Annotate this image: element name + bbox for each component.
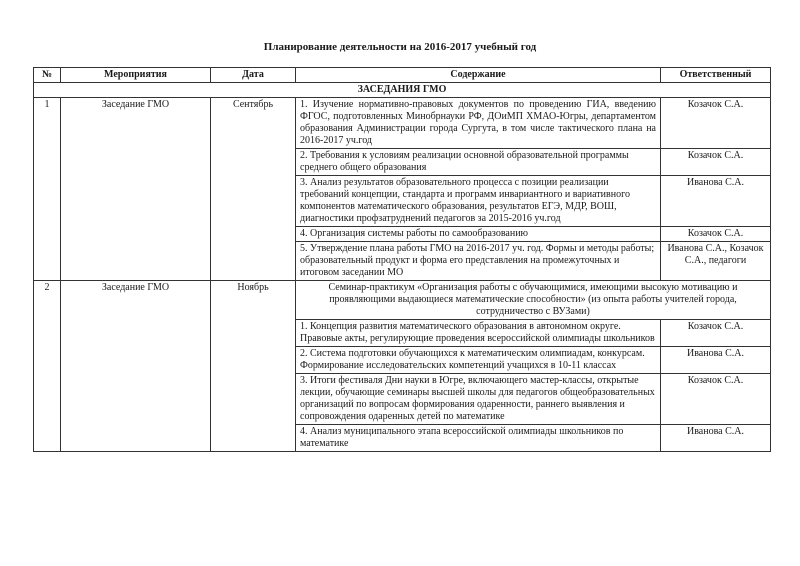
item-responsible: Иванова С.А., Козачок С.А., педагоги <box>661 242 771 281</box>
meeting-num: 1 <box>34 98 61 281</box>
meeting-event: Заседание ГМО <box>61 98 211 281</box>
plan-table <box>33 67 771 452</box>
item-responsible: Козачок С.А. <box>661 98 771 149</box>
section-row <box>34 83 771 98</box>
meeting-date: Ноябрь <box>211 281 296 452</box>
item-content: 4. Анализ муниципального этапа всероссийской олимпиады школьников по математике <box>296 425 661 452</box>
section-title: ЗАСЕДАНИЯ ГМО <box>34 83 771 98</box>
item-responsible: Иванова С.А. <box>661 425 771 452</box>
header-num: № <box>34 68 61 83</box>
header-responsible: Ответственный <box>661 68 771 83</box>
item-responsible: Козачок С.А. <box>661 320 771 347</box>
item-content: 1. Изучение нормативно-правовых документов по проведению ГИА, введению ФГОС, подготовленных Минобрнауки РФ, ДОиМП ХМАО-Югры, департаментом образования Администрации города Сургута, в том числе тактического плана на 2016-2017 уч.год <box>296 98 661 149</box>
table-row <box>34 281 771 320</box>
item-content: 4. Организация системы работы по самообразованию <box>296 227 661 242</box>
item-content: 3. Анализ результатов образовательного процесса с позиции реализации требований концепции, стандарта и программ инвариантного и вариативного компонентов математического образования, результатов ЕГЭ, МДР, ВОШ, диагностики профзатруднений педагогов за 2015-2016 уч.год <box>296 176 661 227</box>
meeting-event: Заседание ГМО <box>61 281 211 452</box>
item-content: 1. Концепция развития математического образования в автономном округе. Правовые акты, регулирующие проведения всероссийской олимпиады школьников <box>296 320 661 347</box>
item-responsible: Иванова С.А. <box>661 176 771 227</box>
item-responsible: Иванова С.А. <box>661 347 771 374</box>
item-content: 2. Требования к условиям реализации основной образовательной программы среднего общего образования <box>296 149 661 176</box>
meeting-num: 2 <box>34 281 61 452</box>
item-content: 5. Утверждение плана работы ГМО на 2016-2017 уч. год. Формы и методы работы; образовательный продукт и форма его представления на промежуточных и итоговом заседании МО <box>296 242 661 281</box>
item-content: 3. Итоги фестиваля Дни науки в Югре, включающего мастер-классы, открытые лекции, обучающие семинары высшей школы для педагогов общеобразовательных организаций по вопросам формирования одаренности, раннего выявления и сопровождения одаренных детей по математике <box>296 374 661 425</box>
header-event: Мероприятия <box>61 68 211 83</box>
table-row <box>34 98 771 149</box>
item-responsible: Козачок С.А. <box>661 149 771 176</box>
document-title: Планирование деятельности на 2016-2017 учебный год <box>263 41 537 53</box>
header-row <box>34 68 771 83</box>
item-responsible: Козачок С.А. <box>661 374 771 425</box>
header-date: Дата <box>211 68 296 83</box>
header-content: Содержание <box>296 68 661 83</box>
seminar-title: Семинар-практикум «Организация работы с обучающимися, имеющими высокую мотивацию и проявляющими выдающиеся математические способности» (из опыта работы учителей города, сотрудничество с ВУЗами) <box>296 281 771 320</box>
meeting-date: Сентябрь <box>211 98 296 281</box>
item-responsible: Козачок С.А. <box>661 227 771 242</box>
item-content: 2. Система подготовки обучающихся к математическим олимпиадам, конкурсам. Формирование исследовательских компетенций учащихся в 10-11 классах <box>296 347 661 374</box>
